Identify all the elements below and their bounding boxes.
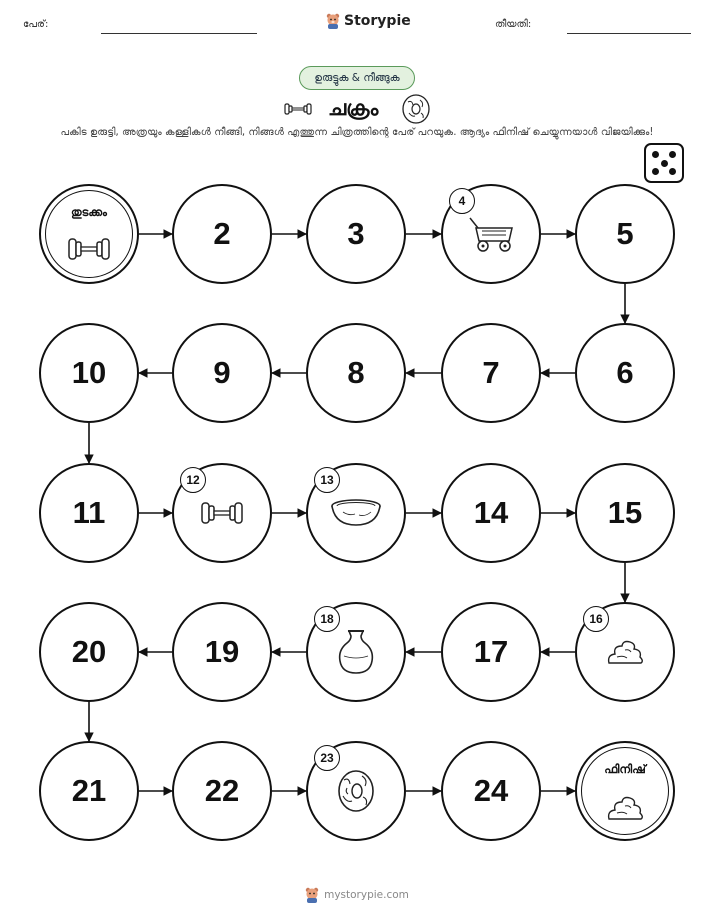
board-space-23 [306, 741, 406, 841]
board-space-13 [306, 463, 406, 563]
space-number: 2 [213, 216, 231, 251]
board-space-22 [172, 741, 272, 841]
bowl-icon [329, 497, 383, 529]
name-label: പേര്: [23, 19, 49, 30]
board-space-17 [441, 602, 541, 702]
start-space [39, 184, 139, 284]
space-number-tag: 13 [314, 467, 340, 493]
board-space-21 [39, 741, 139, 841]
dumbbell-icon [66, 236, 112, 266]
space-number: 20 [71, 634, 107, 669]
board-space-24 [441, 741, 541, 841]
space-number-tag: 4 [449, 188, 475, 214]
space-number: 19 [204, 634, 240, 669]
board-space-6 [575, 323, 675, 423]
brand-name: Storypie [344, 13, 411, 29]
bear-mascot-icon [326, 13, 340, 29]
dumbbell-icon [283, 102, 313, 116]
space-number: 3 [347, 216, 365, 251]
vase-icon [336, 628, 376, 676]
board-space-7 [441, 323, 541, 423]
footer-url[interactable]: mystorypie.com [324, 889, 409, 901]
dough-icon [605, 637, 645, 667]
page-title: ചക്രം [328, 96, 379, 120]
space-number-tag: 16 [583, 606, 609, 632]
space-number: 22 [204, 773, 240, 808]
board-space-11 [39, 463, 139, 563]
wagon-icon [466, 214, 516, 254]
wood-ring-icon [400, 94, 432, 124]
space-number: 24 [473, 773, 509, 808]
board-space-12 [172, 463, 272, 563]
board-space-14 [441, 463, 541, 563]
footer [0, 887, 714, 903]
finish-space [575, 741, 675, 841]
bear-mascot-icon [305, 887, 319, 903]
worksheet-header [0, 0, 714, 50]
wood-ring-icon [336, 768, 376, 814]
space-number: 5 [616, 216, 634, 251]
dumbbell-icon [199, 500, 245, 526]
space-number: 17 [473, 634, 509, 669]
space-number: 15 [607, 495, 643, 530]
activity-badge: ഉരുട്ടുക & നീങ്ങുക [299, 66, 415, 90]
space-number-tag: 18 [314, 606, 340, 632]
date-label: തീയതി: [495, 19, 532, 30]
title-row [0, 94, 714, 124]
date-field-line[interactable] [567, 33, 691, 34]
board-space-9 [172, 323, 272, 423]
space-number: 14 [473, 495, 509, 530]
space-number: 11 [72, 495, 106, 530]
space-number: 10 [71, 355, 107, 390]
space-number: 9 [213, 355, 231, 390]
instructions-text: പകിട ഉരുട്ടി, അത്രയും കള്ളികൾ നീങ്ങി, നിങ്ങൾ എത്തുന്ന ചിത്രത്തിന്റെ പേര് പറയുക. ആദ്യം ഫിനിഷ് ചെയ്യുന്നയാൾ വിജയിക്കും! [60, 127, 654, 138]
board-space-2 [172, 184, 272, 284]
space-number: 8 [347, 355, 365, 390]
dice-five-icon [644, 143, 684, 183]
board-space-15 [575, 463, 675, 563]
space-number-tag: 12 [180, 467, 206, 493]
name-field-line[interactable] [101, 33, 257, 34]
board-space-5 [575, 184, 675, 284]
board-space-10 [39, 323, 139, 423]
board-space-16 [575, 602, 675, 702]
space-number: 21 [71, 773, 107, 808]
space-number: 7 [482, 355, 500, 390]
dough-icon [605, 793, 645, 827]
finish-label: ഫിനിഷ് [604, 762, 646, 776]
board-space-19 [172, 602, 272, 702]
board-space-8 [306, 323, 406, 423]
board-space-3 [306, 184, 406, 284]
start-label: തുടക്കം [71, 205, 107, 219]
space-number: 6 [616, 355, 634, 390]
board-space-20 [39, 602, 139, 702]
brand-logo [326, 13, 411, 29]
board-space-18 [306, 602, 406, 702]
space-number-tag: 23 [314, 745, 340, 771]
board-space-4 [441, 184, 541, 284]
